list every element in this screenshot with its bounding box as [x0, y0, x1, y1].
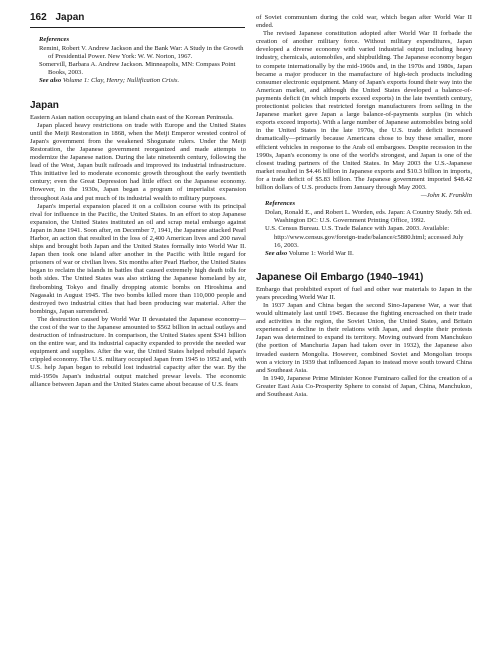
reference-entry: U.S. Census Bureau. U.S. Trade Balance with Japan. 2003. Available: http://www.census.gov/foreign-trade/balance/c5880.html; accessed July 16, 2003. [265, 225, 464, 249]
see-also-label: See also [39, 77, 62, 85]
entry-paragraph: Japan's imperial expansion placed it on a collision course with its principal rival for influence in the Pacific, the United States. In an effort to stop Japanese expansion, the United States instituted an oil and scrap metal embargo against Japan in June 1941. Soon after, on December 7, 1941, the Japanese attacked Pearl Harbor, an action that resulted in the loss of 2,400 American lives and 200 naval ships and brought both Japan and the United States formally into World War II. Japan then took one island after another in the Pacific with little regard for prisoners of war or civilian lives. Six months after Pearl Harbor, the United States began to reclaim the islands in battles that caused extremely high death tolls for both sides. The United States was also striking the Japanese homeland by air, firebombing Tokyo and finally dropping atomic bombs on Hiroshima and Nagasaki in August 1945. The two bombs killed more than 110,000 people and destroyed two industrial cities that had been producing war material. After the bombings, Japan surrendered. [30, 202, 246, 315]
entry-paragraph: In 1937 Japan and China began the second Sino-Japanese War, a war that would ultimately last until 1945. Because the fighting encroached on their trade and activities in the region, the Soviet Union, the United States, and Britain experienced a decline in their relations with Japan, and despite their protests Japan was determined to expand its territory. Moving outward from Manchukuo (the portion of Manchuria Japan had taken over in 1932), the Japanese also invaded eastern Mongolia. However, combined Soviet and Mongolian troops won a victory in 1939 that influenced Japan to instead move south toward China and Southeast Asia. [256, 302, 472, 374]
see-also-text: Volume 1: Clay, Henry; Nullification Crisis. [62, 77, 180, 85]
header-rule [30, 27, 245, 28]
reference-entry: Remini, Robert V. Andrew Jackson and the Bank War: A Study in the Growth of Presidential Power. New York: W. W. Norton, 1967. [39, 45, 244, 61]
author-signature: —John K. Franklin [420, 192, 472, 200]
page-number: 162 [30, 12, 47, 23]
entry-paragraph: Japan placed heavy restrictions on trade with Europe and the United States until the Meiji Restoration in 1868, when the Meiji Emperor wrested control of Japan's government from the weakened Shogunate rulers. Under the Meiji Restoration, the Japanese government reorganized and made attempts to modernize the Japanese nation. During the late nineteenth century, following the lead of the West, Japan built railroads and improved its industrial infrastructure. This initiative led to moderate economic growth throughout the early twentieth century; even the Great Depression had little effect on the Japanese economy. However, in the 1930s, Japan began a program of imperialist expansion throughout Asia and put much of its industrial wealth to military purposes. [30, 121, 246, 202]
entry-paragraph: Embargo that prohibited export of fuel and other war materials to Japan in the years preceding World War II. [256, 285, 472, 301]
see-also [39, 77, 246, 85]
references-heading: References [265, 200, 296, 208]
entry-paragraph: In 1940, Japanese Prime Minister Konoe Fuminaro called for the creation of a Greater East Asia Co-Prosperity Sphere to consist of Japan, China, Manchukuo, and Southeast Asia. [256, 374, 472, 399]
entry-title-oil-embargo: Japanese Oil Embargo (1940–1941) [256, 271, 424, 283]
entry-paragraph: The destruction caused by World War II devastated the Japanese economy—the cost of the war to the Japanese amounted to $562 billion in actual outlays and destruction of infrastructure. In comparison, the United States spent $341 billion on the entire war, and its industrial capacity expanded to provide the needed war equipment and supplies. After the war, the United States helped rebuild Japan's crippled economy. The U.S. military occupied Japan from 1945 to 1952 and, with U.S. help Japan began to rebuild lost industrial capacity after the war. By the mid-1950s Japan's industrial output matched prewar levels. The economic alliance between Japan and the United States came about because of U.S. fears [30, 315, 246, 388]
running-title: Japan [55, 12, 85, 23]
reference-entry: Dolan, Ronald E., and Robert L. Worden, eds. Japan: A Country Study. 5th ed. Washington DC: U.S. Government Printing Office, 1992. [265, 209, 472, 225]
see-also [265, 250, 472, 258]
entry-paragraph: of Soviet communism during the cold war, which began after World War II ended. [256, 14, 472, 30]
entry-paragraph: Eastern Asian nation occupying an island chain east of the Korean Peninsula. [30, 113, 234, 121]
running-header [30, 10, 250, 26]
left-column [30, 36, 246, 389]
references-heading: References [39, 36, 70, 43]
entry-paragraph: The revised Japanese constitution adopted after World War II forbade the creation of another military force. Without military expenditures, Japan developed a diverse economy with varied industrial output including heavy industry, chemicals, automobiles, and shipbuilding. The Japanese economy began to compete internationally by the mid-1960s and, in the 1970s and 1980s, Japan became a major producer in the manufacture of high-tech products including consumer electronic equipment. Many of Japan's exports found their way into the American market, and although the United States developed a balance-of-payments deficit (in which imports exceed exports) in the late twentieth century, protectionist policies that restricted foreign manufacturers from selling in the Japanese market gave Japan a large balance-of-payments surplus (in which exports exceed imports). With a large number of Japanese automobiles being sold in the United States in the late 1970s, the U.S. trade deficit increased dramatically—primarily because Americans chose to buy these smaller, more efficient vehicles in response to the Arab oil embargoes. Despite recession in the 1990s, Japan's economy is one of the world's strongest, and Japan is one of the closest trading partners of the United States. In May 2003 the U.S.-Japanese market resulted in $4.46 billion in Japanese exports and $10.3 billion in imports, for a trade deficit of $5.83 billion. The Japanese government imported $48.42 billion dollars of U.S. products from January through May 2003. [256, 30, 472, 191]
entry-title-japan: Japan [30, 99, 59, 111]
see-also-text: Volume 1: World War II. [288, 249, 354, 257]
right-column [256, 14, 472, 399]
reference-entry: Somervill, Barbara A. Andrew Jackson. Minneapolis, MN: Compass Point Books, 2003. [39, 61, 236, 77]
see-also-label: See also [265, 249, 288, 257]
